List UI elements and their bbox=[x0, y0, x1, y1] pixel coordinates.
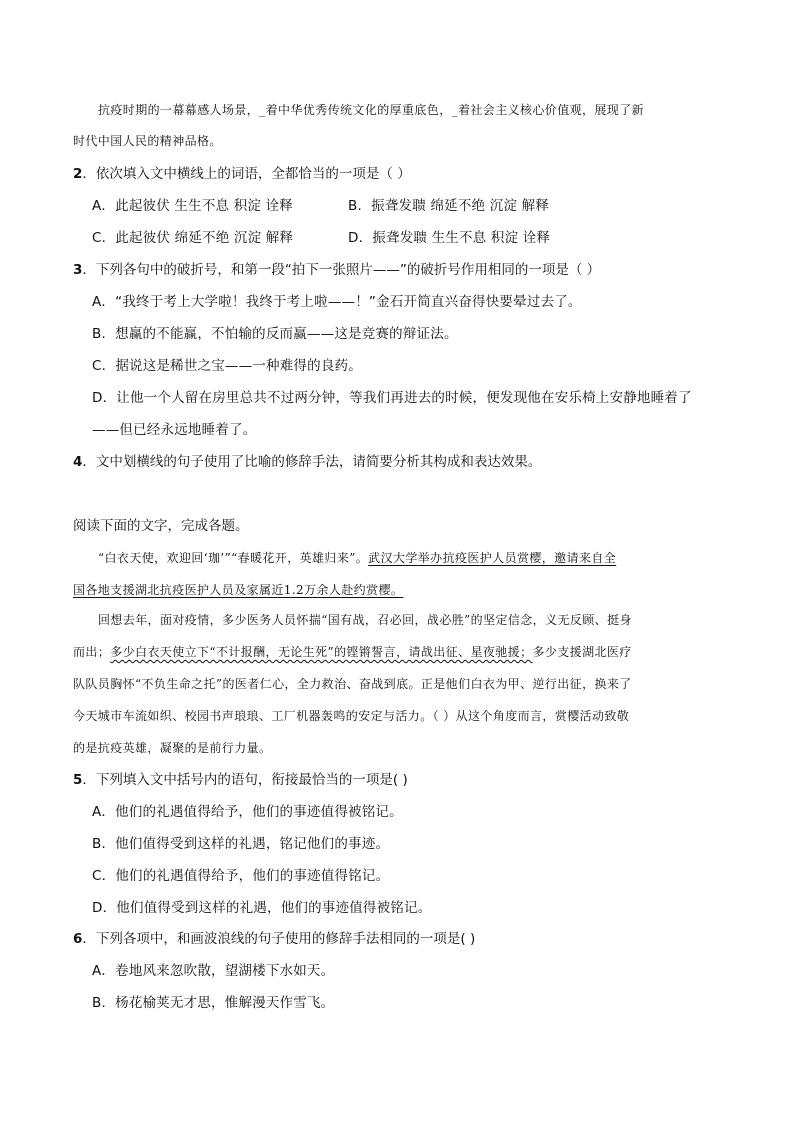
question-4 bbox=[73, 452, 541, 472]
passage2-p2-line2 bbox=[73, 642, 632, 662]
question-stem: ．文中划横线的句子使用了比喻的修辞手法，请简要分析其构成和表达效果。 bbox=[82, 454, 542, 470]
question-2 bbox=[73, 164, 411, 184]
wavy-underlined-sentence: 多少白衣天使立下“不计报酬，无论生死”的铿锵誓言，请战出征、星夜驰援； bbox=[110, 645, 533, 659]
question-3 bbox=[73, 260, 600, 280]
passage2-p2-line3: 队队员胸怀“不负生命之托”的医者仁心，全力救治、奋战到底。正是他们白衣为甲、逆行出征，换来了 bbox=[73, 677, 632, 691]
passage1-line2: 时代中国人民的精神品格。 bbox=[73, 134, 222, 148]
q5-option-a: A．他们的礼遇值得给予，他们的事迹值得被铭记。 bbox=[92, 804, 403, 820]
q2-option-b: B．振聋发聩 绵延不绝 沉淀 解释 bbox=[348, 198, 550, 214]
underlined-sentence: 武汉大学举办抗疫医护人员赏樱，邀请来自全 bbox=[368, 551, 617, 565]
q3-option-c: C．据说这是稀世之宝——一种难得的良药。 bbox=[92, 358, 362, 374]
passage2-text: 多少支援湖北医疗 bbox=[532, 645, 632, 659]
reading-instruction: 阅读下面的文字，完成各题。 bbox=[73, 518, 249, 534]
q2-option-d: D．振聋发聩 生生不息 积淀 诠释 bbox=[348, 230, 551, 246]
q3-option-b: B．想赢的不能赢，不怕输的反而赢——这是竞赛的辩证法。 bbox=[92, 326, 458, 342]
question-stem: ．下列各项中，和画波浪线的句子使用的修辞手法相同的一项是( ) bbox=[82, 931, 476, 947]
q3-option-d-line2: ——但已经永远地睡着了。 bbox=[92, 422, 257, 438]
question-number: 3 bbox=[73, 262, 83, 278]
passage2-p1-lead: “白衣天使，欢迎回‘珈’”“春暖花开，英雄归来”。 bbox=[98, 551, 369, 565]
q6-option-b: B．杨花榆荚无才思，惟解漫天作雪飞。 bbox=[92, 995, 335, 1011]
q5-option-b: B．他们值得受到这样的礼遇，铭记他们的事迹。 bbox=[92, 836, 390, 852]
q2-option-c: C．此起彼伏 绵延不绝 沉淀 解释 bbox=[92, 230, 294, 246]
question-number: 5 bbox=[73, 772, 83, 788]
passage2-p2-line5: 的是抗疫英雄，凝聚的是前行力量。 bbox=[73, 741, 272, 755]
q3-option-d-line1: D．让他一个人留在房里总共不过两分钟，等我们再进去的时候，便发现他在安乐椅上安静地睡着了 bbox=[92, 390, 692, 406]
question-number: 6 bbox=[73, 931, 83, 947]
question-stem: ．下列填入文中括号内的语句，衔接最恰当的一项是( ) bbox=[82, 772, 408, 788]
question-stem: ．依次填入文中横线上的词语，全都恰当的一项是（ ） bbox=[82, 166, 411, 182]
question-6 bbox=[73, 929, 475, 949]
passage2-p1-line2: 国各地支援湖北抗疫医护人员及家属近1.2万余人赴约赏樱。 bbox=[73, 583, 404, 597]
passage2-p2-line1: 回想去年，面对疫情，多少医务人员怀揣“国有战，召必回，战必胜”的坚定信念，义无反顾、挺身 bbox=[98, 613, 632, 627]
passage2-text: 而出； bbox=[73, 645, 111, 659]
question-5 bbox=[73, 770, 408, 790]
q2-option-a: A．此起彼伏 生生不息 积淀 诠释 bbox=[92, 198, 294, 214]
passage1-line1: 抗疫时期的一幕幕感人场景，_着中华优秀传统文化的厚重底色，_着社会主义核心价值观，展现了新 bbox=[98, 103, 645, 117]
question-number: 4 bbox=[73, 454, 83, 470]
q5-option-c: C．他们的礼遇值得给予，他们的事迹值得铭记。 bbox=[92, 868, 390, 884]
q6-option-a: A．卷地风来忽吹散，望湖楼下水如天。 bbox=[92, 963, 335, 979]
question-number: 2 bbox=[73, 166, 83, 182]
q5-option-d: D．他们值得受到这样的礼遇，他们的事迹值得被铭记。 bbox=[92, 900, 432, 916]
q3-option-a: A．“我终于考上大学啦！我终于考上啦——！”金石开简直兴奋得快要晕过去了。 bbox=[92, 294, 582, 310]
passage2-p1-line1 bbox=[98, 548, 616, 568]
question-stem: ．下列各句中的破折号，和第一段“拍下一张照片——”的破折号作用相同的一项是（ ） bbox=[82, 262, 601, 278]
passage2-p2-line4: 今天城市车流如织、校园书声琅琅、工厂机器轰鸣的安定与活力。（ ）从这个角度而言，赏樱活动致敬 bbox=[73, 709, 630, 723]
